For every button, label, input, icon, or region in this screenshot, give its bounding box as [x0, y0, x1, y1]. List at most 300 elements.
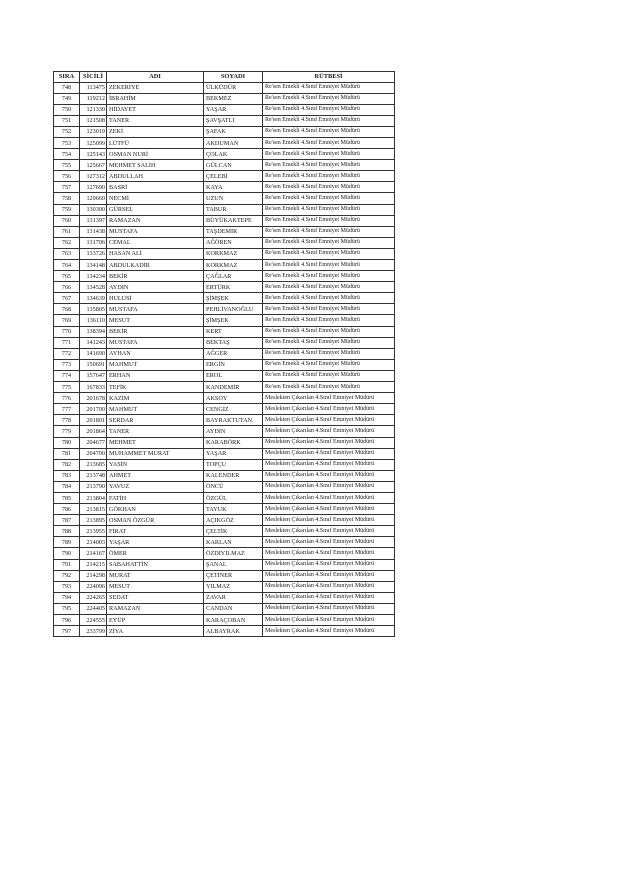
cell-sira: 771: [54, 337, 80, 348]
cell-adi: YAŞAR: [107, 537, 204, 548]
cell-adi: HULUSİ: [107, 293, 204, 304]
table-row: [54, 415, 395, 426]
cell-sira: 774: [54, 370, 80, 381]
cell-sicil: 201700: [80, 404, 107, 415]
cell-soyadi: AĞÖREN: [204, 237, 263, 248]
table-row: [54, 171, 395, 182]
cell-adi: ZEKERİYE: [107, 82, 204, 93]
cell-sira: 770: [54, 326, 80, 337]
table-row: [54, 149, 395, 160]
cell-adi: MURAT: [107, 570, 204, 581]
table-row: [54, 548, 395, 559]
cell-adi: MUSTAFA: [107, 304, 204, 315]
table-row: [54, 559, 395, 570]
table-row: [54, 326, 395, 337]
cell-adi: RAMAZAN: [107, 215, 204, 226]
cell-sira: 763: [54, 248, 80, 259]
cell-sira: 792: [54, 570, 80, 581]
cell-rutbe: Meslekten Çıkarılan 4.Sınıf Emniyet Müdürü: [263, 592, 395, 603]
table-row: [54, 260, 395, 271]
cell-soyadi: ÇOLAK: [204, 149, 263, 160]
cell-adi: AHMET: [107, 470, 204, 481]
cell-sira: 761: [54, 226, 80, 237]
cell-sicil: 131438: [80, 226, 107, 237]
cell-rutbe: Re'sen Emekli 4.Sınıf Emniyet Müdürü: [263, 149, 395, 160]
cell-sira: 789: [54, 537, 80, 548]
cell-sicil: 213895: [80, 515, 107, 526]
cell-adi: LÜTFÜ: [107, 137, 204, 148]
cell-adi: MEHMET SALİH: [107, 160, 204, 171]
cell-rutbe: Re'sen Emekli 4.Sınıf Emniyet Müdürü: [263, 104, 395, 115]
cell-rutbe: Meslekten Çıkarılan 4.Sınıf Emniyet Müdürü: [263, 626, 395, 637]
cell-sicil: 214215: [80, 559, 107, 570]
cell-rutbe: Re'sen Emekli 4.Sınıf Emniyet Müdürü: [263, 337, 395, 348]
cell-sira: 768: [54, 304, 80, 315]
cell-soyadi: AKDUMAN: [204, 137, 263, 148]
cell-rutbe: Re'sen Emekli 4.Sınıf Emniyet Müdürü: [263, 226, 395, 237]
cell-soyadi: ŞİMŞEK: [204, 293, 263, 304]
cell-adi: SEDAT: [107, 592, 204, 603]
table-row: [54, 337, 395, 348]
cell-rutbe: Meslekten Çıkarılan 4.Sınıf Emniyet Müdürü: [263, 504, 395, 515]
cell-adi: TEFİK: [107, 382, 204, 393]
cell-rutbe: Meslekten Çıkarılan 4.Sınıf Emniyet Müdürü: [263, 548, 395, 559]
cell-soyadi: BAYRAKTUTAN: [204, 415, 263, 426]
cell-adi: YASİN: [107, 459, 204, 470]
cell-adi: OSMAN NURİ: [107, 149, 204, 160]
cell-soyadi: KARLAN: [204, 537, 263, 548]
cell-soyadi: ÇETİNER: [204, 570, 263, 581]
cell-soyadi: BÜYÜKAKTEPE: [204, 215, 263, 226]
cell-sicil: 214167: [80, 548, 107, 559]
cell-rutbe: Re'sen Emekli 4.Sınıf Emniyet Müdürü: [263, 137, 395, 148]
cell-soyadi: ŞAVŞATLI: [204, 115, 263, 126]
cell-soyadi: KARAÇOBAN: [204, 615, 263, 626]
cell-rutbe: Meslekten Çıkarılan 4.Sınıf Emniyet Müdürü: [263, 448, 395, 459]
cell-sicil: 204700: [80, 448, 107, 459]
cell-sira: 766: [54, 282, 80, 293]
cell-adi: MESUT: [107, 315, 204, 326]
cell-adi: HİDAYET: [107, 104, 204, 115]
cell-rutbe: Re'sen Emekli 4.Sınıf Emniyet Müdürü: [263, 282, 395, 293]
table-row: [54, 248, 395, 259]
cell-sira: 749: [54, 93, 80, 104]
cell-soyadi: AYDIN: [204, 426, 263, 437]
cell-sicil: 213955: [80, 526, 107, 537]
table-row: [54, 404, 395, 415]
cell-rutbe: Re'sen Emekli 4.Sınıf Emniyet Müdürü: [263, 171, 395, 182]
cell-soyadi: KARABÖRK: [204, 437, 263, 448]
table-row: [54, 526, 395, 537]
cell-sicil: 119212: [80, 93, 107, 104]
cell-soyadi: AÇIKGÖZ: [204, 515, 263, 526]
cell-rutbe: Meslekten Çıkarılan 4.Sınıf Emniyet Müdürü: [263, 559, 395, 570]
cell-rutbe: Meslekten Çıkarılan 4.Sınıf Emniyet Müdürü: [263, 393, 395, 404]
cell-soyadi: ÖNCÜ: [204, 481, 263, 492]
cell-soyadi: TAŞDEMİR: [204, 226, 263, 237]
table-row: [54, 215, 395, 226]
header-adi: ADI: [107, 72, 204, 83]
cell-sira: 748: [54, 82, 80, 93]
table-row: [54, 193, 395, 204]
cell-adi: MUSTAFA: [107, 337, 204, 348]
cell-rutbe: Re'sen Emekli 4.Sınıf Emniyet Müdürü: [263, 370, 395, 381]
cell-sira: 791: [54, 559, 80, 570]
cell-adi: ÖMER: [107, 548, 204, 559]
cell-sicil: 125099: [80, 137, 107, 148]
cell-sicil: 129660: [80, 193, 107, 204]
cell-adi: SABAHATTİN: [107, 559, 204, 570]
cell-sicil: 133726: [80, 248, 107, 259]
table-row: [54, 93, 395, 104]
cell-sira: 773: [54, 359, 80, 370]
table-row: [54, 603, 395, 614]
cell-adi: FATİH: [107, 492, 204, 503]
cell-soyadi: ÖZGÜL: [204, 492, 263, 503]
cell-adi: NECMİ: [107, 193, 204, 204]
cell-sicil: 213748: [80, 470, 107, 481]
cell-sicil: 214298: [80, 570, 107, 581]
cell-soyadi: ÇELTİK: [204, 526, 263, 537]
cell-sira: 772: [54, 348, 80, 359]
cell-adi: YAVUZ: [107, 481, 204, 492]
table-row: [54, 359, 395, 370]
cell-soyadi: UZUN: [204, 193, 263, 204]
cell-sicil: 224405: [80, 603, 107, 614]
cell-sicil: 157647: [80, 370, 107, 381]
cell-soyadi: ERGİN: [204, 359, 263, 370]
cell-sira: 760: [54, 215, 80, 226]
cell-sira: 795: [54, 603, 80, 614]
cell-sicil: 141690: [80, 348, 107, 359]
cell-soyadi: AĞGER: [204, 348, 263, 359]
cell-sira: 759: [54, 204, 80, 215]
cell-sira: 782: [54, 459, 80, 470]
table-row: [54, 382, 395, 393]
cell-sicil: 134639: [80, 293, 107, 304]
cell-sicil: 131397: [80, 215, 107, 226]
cell-soyadi: GÜLCAN: [204, 160, 263, 171]
cell-sira: 790: [54, 548, 80, 559]
cell-adi: BASRİ: [107, 182, 204, 193]
cell-sira: 755: [54, 160, 80, 171]
cell-sira: 762: [54, 237, 80, 248]
table-row: [54, 481, 395, 492]
table-row: [54, 237, 395, 248]
cell-soyadi: ŞİMŞEK: [204, 315, 263, 326]
cell-sira: 785: [54, 492, 80, 503]
cell-sicil: 121330: [80, 104, 107, 115]
cell-sira: 797: [54, 626, 80, 637]
cell-sira: 775: [54, 382, 80, 393]
cell-rutbe: Re'sen Emekli 4.Sınıf Emniyet Müdürü: [263, 382, 395, 393]
cell-sicil: 127690: [80, 182, 107, 193]
cell-rutbe: Re'sen Emekli 4.Sınıf Emniyet Müdürü: [263, 359, 395, 370]
cell-sicil: 213804: [80, 492, 107, 503]
table-row: [54, 82, 395, 93]
cell-rutbe: Re'sen Emekli 4.Sınıf Emniyet Müdürü: [263, 260, 395, 271]
cell-rutbe: Re'sen Emekli 4.Sınıf Emniyet Müdürü: [263, 215, 395, 226]
cell-adi: SERDAR: [107, 415, 204, 426]
cell-sicil: 121508: [80, 115, 107, 126]
table-row: [54, 426, 395, 437]
cell-adi: İBRAHİM: [107, 93, 204, 104]
cell-soyadi: ÇELEBİ: [204, 171, 263, 182]
cell-soyadi: KAYA: [204, 182, 263, 193]
cell-rutbe: Re'sen Emekli 4.Sınıf Emniyet Müdürü: [263, 304, 395, 315]
cell-rutbe: Re'sen Emekli 4.Sınıf Emniyet Müdürü: [263, 115, 395, 126]
cell-sira: 756: [54, 171, 80, 182]
table-row: [54, 104, 395, 115]
cell-rutbe: Re'sen Emekli 4.Sınıf Emniyet Müdürü: [263, 348, 395, 359]
cell-rutbe: Re'sen Emekli 4.Sınıf Emniyet Müdürü: [263, 82, 395, 93]
cell-rutbe: Meslekten Çıkarılan 4.Sınıf Emniyet Müdürü: [263, 603, 395, 614]
table-row: [54, 537, 395, 548]
cell-sicil: 224555: [80, 615, 107, 626]
cell-soyadi: BEKMEZ: [204, 93, 263, 104]
cell-rutbe: Meslekten Çıkarılan 4.Sınıf Emniyet Müdürü: [263, 526, 395, 537]
cell-sicil: 131706: [80, 237, 107, 248]
cell-adi: FIRAT: [107, 526, 204, 537]
table-row: [54, 226, 395, 237]
cell-soyadi: PEHLİVANOĞLU: [204, 304, 263, 315]
cell-sira: 780: [54, 437, 80, 448]
cell-sira: 777: [54, 404, 80, 415]
cell-sira: 778: [54, 415, 80, 426]
cell-adi: ZİYA: [107, 626, 204, 637]
cell-adi: MAHMUT: [107, 404, 204, 415]
cell-sicil: 123019: [80, 126, 107, 137]
cell-rutbe: Re'sen Emekli 4.Sınıf Emniyet Müdürü: [263, 204, 395, 215]
cell-soyadi: KORKMAZ: [204, 248, 263, 259]
cell-sicil: 233799: [80, 626, 107, 637]
table-row: [54, 293, 395, 304]
cell-adi: HASAN ALİ: [107, 248, 204, 259]
cell-rutbe: Re'sen Emekli 4.Sınıf Emniyet Müdürü: [263, 126, 395, 137]
table-row: [54, 393, 395, 404]
cell-adi: GÜRSEL: [107, 204, 204, 215]
table-row: [54, 126, 395, 137]
cell-sira: 751: [54, 115, 80, 126]
cell-sira: 765: [54, 271, 80, 282]
cell-adi: OSMAN ÖZGÜR: [107, 515, 204, 526]
cell-sira: 767: [54, 293, 80, 304]
table-row: [54, 437, 395, 448]
header-soyadi: SOYADI: [204, 72, 263, 83]
table-row: [54, 160, 395, 171]
table-row: [54, 271, 395, 282]
cell-rutbe: Re'sen Emekli 4.Sınıf Emniyet Müdürü: [263, 93, 395, 104]
cell-sira: 783: [54, 470, 80, 481]
cell-rutbe: Re'sen Emekli 4.Sınıf Emniyet Müdürü: [263, 271, 395, 282]
personnel-table: [53, 71, 395, 637]
cell-soyadi: ÜLKÜDÜR: [204, 82, 263, 93]
cell-soyadi: ÇAĞLAR: [204, 271, 263, 282]
cell-soyadi: TABUR: [204, 204, 263, 215]
cell-sicil: 167833: [80, 382, 107, 393]
cell-rutbe: Re'sen Emekli 4.Sınıf Emniyet Müdürü: [263, 193, 395, 204]
cell-rutbe: Meslekten Çıkarılan 4.Sınıf Emniyet Müdürü: [263, 481, 395, 492]
cell-soyadi: ŞANAL: [204, 559, 263, 570]
header-sira: SIRA: [54, 72, 80, 83]
table-row: [54, 626, 395, 637]
cell-sira: 758: [54, 193, 80, 204]
cell-sicil: 213790: [80, 481, 107, 492]
cell-adi: MEHMET: [107, 437, 204, 448]
cell-soyadi: KORKMAZ: [204, 260, 263, 271]
table-row: [54, 370, 395, 381]
cell-sicil: 138394: [80, 326, 107, 337]
cell-sicil: 134148: [80, 260, 107, 271]
cell-rutbe: Meslekten Çıkarılan 4.Sınıf Emniyet Müdürü: [263, 470, 395, 481]
cell-soyadi: TAYUK: [204, 504, 263, 515]
cell-adi: ABDULKADİR: [107, 260, 204, 271]
cell-rutbe: Re'sen Emekli 4.Sınıf Emniyet Müdürü: [263, 182, 395, 193]
header-sicil: SİCİLİ: [80, 72, 107, 83]
cell-sicil: 201678: [80, 393, 107, 404]
cell-adi: BEKİR: [107, 271, 204, 282]
cell-sicil: 224265: [80, 592, 107, 603]
cell-sira: 764: [54, 260, 80, 271]
table-row: [54, 348, 395, 359]
cell-soyadi: ALBAYRAK: [204, 626, 263, 637]
cell-rutbe: Meslekten Çıkarılan 4.Sınıf Emniyet Müdürü: [263, 515, 395, 526]
cell-sicil: 136110: [80, 315, 107, 326]
cell-soyadi: ÖZDİYILMAZ: [204, 548, 263, 559]
cell-adi: GÖKHAN: [107, 504, 204, 515]
cell-adi: TANER: [107, 426, 204, 437]
cell-adi: MAHMUT: [107, 359, 204, 370]
cell-adi: MUHAMMET MURAT: [107, 448, 204, 459]
cell-adi: ABDULLAH: [107, 171, 204, 182]
cell-adi: MESUT: [107, 581, 204, 592]
cell-sira: 788: [54, 526, 80, 537]
table-row: [54, 304, 395, 315]
cell-sicil: 130300: [80, 204, 107, 215]
cell-adi: CEMAL: [107, 237, 204, 248]
cell-adi: EYÜP: [107, 615, 204, 626]
table-body: [54, 82, 395, 637]
cell-soyadi: CANDAN: [204, 603, 263, 614]
cell-adi: MUSTAFA: [107, 226, 204, 237]
cell-soyadi: ERTÜRK: [204, 282, 263, 293]
cell-soyadi: ŞAFAK: [204, 126, 263, 137]
cell-sira: 793: [54, 581, 80, 592]
cell-rutbe: Meslekten Çıkarılan 4.Sınıf Emniyet Müdürü: [263, 492, 395, 503]
cell-sicil: 125667: [80, 160, 107, 171]
cell-adi: ZEKİ: [107, 126, 204, 137]
cell-sicil: 150691: [80, 359, 107, 370]
table-row: [54, 470, 395, 481]
cell-sira: 794: [54, 592, 80, 603]
cell-sira: 776: [54, 393, 80, 404]
cell-rutbe: Meslekten Çıkarılan 4.Sınıf Emniyet Müdürü: [263, 537, 395, 548]
table-row: [54, 615, 395, 626]
cell-sicil: 135805: [80, 304, 107, 315]
cell-sira: 779: [54, 426, 80, 437]
cell-sira: 757: [54, 182, 80, 193]
cell-sicil: 134234: [80, 271, 107, 282]
cell-rutbe: Meslekten Çıkarılan 4.Sınıf Emniyet Müdürü: [263, 615, 395, 626]
cell-adi: AYDIN: [107, 282, 204, 293]
table-row: [54, 315, 395, 326]
cell-sira: 752: [54, 126, 80, 137]
cell-rutbe: Meslekten Çıkarılan 4.Sınıf Emniyet Müdürü: [263, 437, 395, 448]
cell-sicil: 204677: [80, 437, 107, 448]
cell-rutbe: Re'sen Emekli 4.Sınıf Emniyet Müdürü: [263, 248, 395, 259]
cell-soyadi: KALENDER: [204, 470, 263, 481]
cell-sicil: 224096: [80, 581, 107, 592]
table-row: [54, 581, 395, 592]
cell-adi: BEKİR: [107, 326, 204, 337]
cell-sira: 769: [54, 315, 80, 326]
cell-soyadi: EROL: [204, 370, 263, 381]
table-row: [54, 204, 395, 215]
cell-rutbe: Meslekten Çıkarılan 4.Sınıf Emniyet Müdürü: [263, 426, 395, 437]
cell-sicil: 201864: [80, 426, 107, 437]
cell-sira: 750: [54, 104, 80, 115]
cell-sicil: 213685: [80, 459, 107, 470]
table-row: [54, 570, 395, 581]
cell-soyadi: KERT: [204, 326, 263, 337]
cell-sicil: 127312: [80, 171, 107, 182]
cell-adi: AYHAN: [107, 348, 204, 359]
cell-sira: 787: [54, 515, 80, 526]
cell-sira: 796: [54, 615, 80, 626]
cell-rutbe: Meslekten Çıkarılan 4.Sınıf Emniyet Müdürü: [263, 581, 395, 592]
cell-rutbe: Meslekten Çıkarılan 4.Sınıf Emniyet Müdürü: [263, 459, 395, 470]
cell-sicil: 134528: [80, 282, 107, 293]
cell-sicil: 125143: [80, 149, 107, 160]
table-row: [54, 492, 395, 503]
cell-sira: 753: [54, 137, 80, 148]
table-row: [54, 137, 395, 148]
table-header-row: [54, 72, 395, 83]
cell-sicil: 213815: [80, 504, 107, 515]
cell-soyadi: BEKTAŞ: [204, 337, 263, 348]
cell-sicil: 113475: [80, 82, 107, 93]
cell-soyadi: YILMAZ: [204, 581, 263, 592]
table-row: [54, 448, 395, 459]
cell-adi: KAZİM: [107, 393, 204, 404]
cell-soyadi: KANDEMİR: [204, 382, 263, 393]
cell-sicil: 141243: [80, 337, 107, 348]
cell-rutbe: Meslekten Çıkarılan 4.Sınıf Emniyet Müdürü: [263, 404, 395, 415]
cell-sira: 784: [54, 481, 80, 492]
cell-adi: RAMAZAN: [107, 603, 204, 614]
table-row: [54, 282, 395, 293]
table-row: [54, 115, 395, 126]
cell-soyadi: CENGİZ: [204, 404, 263, 415]
table-row: [54, 515, 395, 526]
cell-soyadi: TOPÇU: [204, 459, 263, 470]
cell-sira: 786: [54, 504, 80, 515]
cell-adi: TANER: [107, 115, 204, 126]
cell-rutbe: Re'sen Emekli 4.Sınıf Emniyet Müdürü: [263, 315, 395, 326]
cell-sira: 754: [54, 149, 80, 160]
cell-rutbe: Re'sen Emekli 4.Sınıf Emniyet Müdürü: [263, 160, 395, 171]
cell-soyadi: YAŞAR: [204, 448, 263, 459]
cell-sira: 781: [54, 448, 80, 459]
table-row: [54, 459, 395, 470]
cell-sicil: 201801: [80, 415, 107, 426]
table-row: [54, 592, 395, 603]
cell-soyadi: ZAVAR: [204, 592, 263, 603]
cell-rutbe: Re'sen Emekli 4.Sınıf Emniyet Müdürü: [263, 326, 395, 337]
cell-soyadi: YAŞAR: [204, 104, 263, 115]
cell-rutbe: Re'sen Emekli 4.Sınıf Emniyet Müdürü: [263, 237, 395, 248]
cell-sicil: 214003: [80, 537, 107, 548]
